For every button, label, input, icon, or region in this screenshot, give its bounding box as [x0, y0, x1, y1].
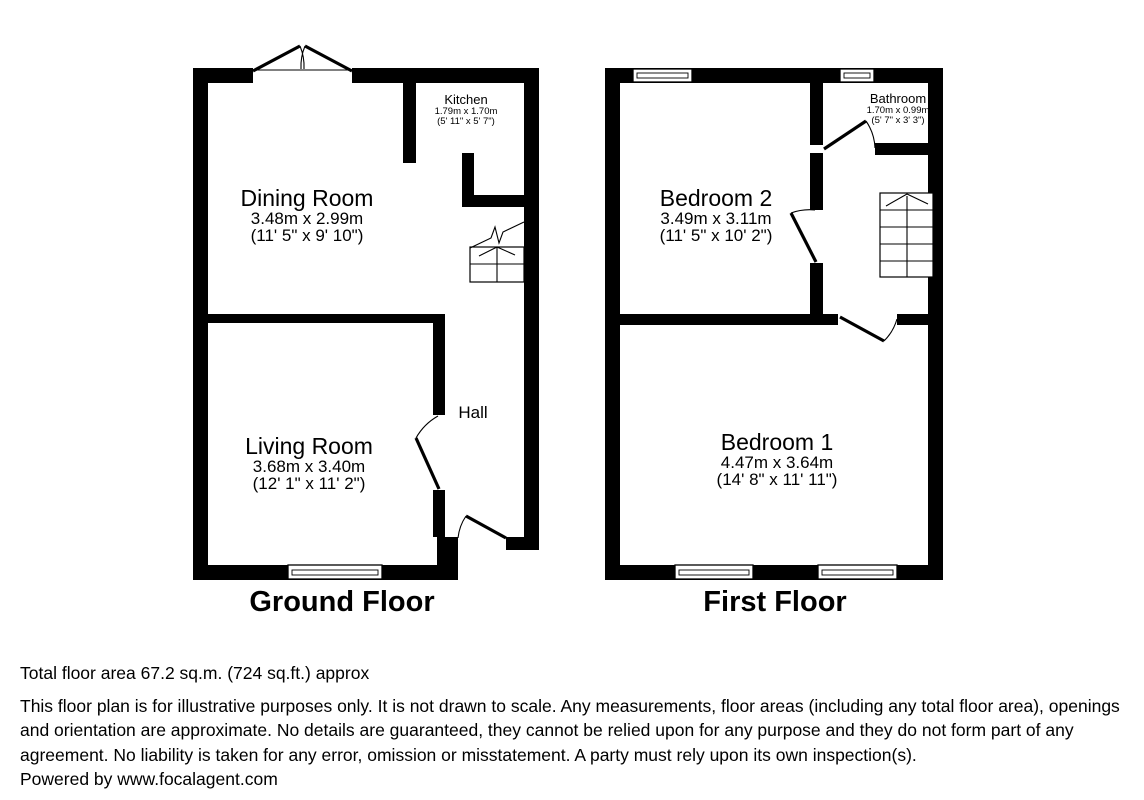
kitchen-label — [435, 93, 498, 127]
door-arc — [458, 516, 466, 538]
window-glass — [637, 73, 688, 78]
room-name: Kitchen — [444, 92, 488, 107]
room-dims-imperial: (11' 5" x 9' 10") — [250, 226, 364, 245]
ff-top-window-1 — [633, 69, 692, 82]
gf-right-wall — [524, 68, 539, 550]
bathroom-label — [867, 92, 930, 126]
gf-top-wall-right — [352, 68, 539, 83]
door-leaf — [466, 516, 506, 538]
gf-living-door — [416, 416, 439, 489]
room-name: Bedroom 2 — [659, 185, 773, 211]
gf-hall-corner-wall — [437, 537, 458, 580]
ff-left-wall — [605, 68, 620, 580]
gf-front-door — [458, 516, 506, 538]
ff-bedroom1-door — [840, 317, 897, 341]
gf-dining-kitchen-wall — [403, 83, 416, 163]
gf-hall-living-wall-upper — [433, 323, 445, 415]
disclaimer-text: This floor plan is for illustrative purposes only. It is not drawn to scale. Any measurements, floor areas (including any total floor area), openings and orientation are approximate. No details are guaranteed, they cannot be relied upon for any purpose and they do not form part of any agreement. No liability is taken for any error, omission or misstatement. A party must rely upon its own inspection(s). — [20, 695, 1120, 765]
ff-wall-notch — [810, 145, 823, 153]
gf-kitchen-wall-bottom — [462, 195, 524, 207]
window-glass — [292, 570, 378, 575]
gf-hall-bottom-wall — [506, 537, 539, 550]
ff-landing-wall-right — [897, 314, 928, 325]
door-leaf — [791, 213, 816, 262]
room-dims-imperial: (12' 1" x 11' 2") — [252, 474, 366, 493]
first-floor-title: First Floor — [703, 586, 847, 618]
hall-label: Hall — [458, 403, 488, 422]
powered-by-text: Powered by www.focalagent.com — [20, 769, 278, 789]
total-floor-area: Total floor area 67.2 sq.m. (724 sq.ft.) approx — [20, 663, 370, 683]
ff-bottom-window-2 — [818, 565, 897, 579]
door-leaf — [253, 46, 300, 71]
window-glass — [679, 570, 749, 575]
ff-landing-wall-left — [620, 314, 838, 325]
window-glass — [844, 73, 870, 78]
door-arc — [791, 210, 815, 213]
room-dims-metric: 4.47m x 3.64m — [720, 453, 834, 472]
gf-dining-living-wall — [193, 314, 445, 323]
gf-hall-living-wall-lower — [433, 490, 445, 537]
room-name: Dining Room — [240, 185, 374, 211]
bedroom2-label — [660, 186, 773, 244]
room-dims-metric: 1.70m x 0.99m — [866, 105, 930, 116]
door-leaf — [840, 317, 884, 341]
footer — [20, 661, 1124, 792]
room-dims-metric: 3.49m x 3.11m — [660, 209, 772, 228]
stairs-break-line — [470, 222, 524, 248]
first-floor-plan — [605, 68, 943, 580]
room-dims-imperial: (11' 5" x 10' 2") — [659, 226, 773, 245]
room-dims-metric: 3.68m x 3.40m — [252, 457, 366, 476]
room-dims-metric: 1.79m x 1.70m — [434, 106, 498, 117]
ff-right-wall — [928, 68, 943, 580]
room-name: Living Room — [245, 433, 373, 459]
room-dims-imperial: (5' 7" x 3' 3") — [871, 115, 925, 126]
room-dims-imperial: (5' 11" x 5' 7") — [437, 116, 495, 127]
door-leaf — [305, 46, 352, 71]
room-name: Bedroom 1 — [720, 429, 834, 455]
room-name: Bathroom — [869, 91, 927, 106]
gf-french-doors — [253, 46, 352, 71]
gf-left-wall — [193, 68, 208, 580]
room-dims-imperial: (14' 8" x 11' 11") — [716, 470, 838, 489]
ff-bottom-window-1 — [675, 565, 753, 579]
ground-floor-title: Ground Floor — [249, 586, 435, 618]
door-arc — [884, 319, 897, 341]
door-arc — [416, 416, 438, 438]
dining-room-label — [241, 186, 374, 244]
ff-bedroom2-door — [791, 210, 816, 262]
room-dims-metric: 3.48m x 2.99m — [250, 209, 364, 228]
living-room-label — [245, 434, 373, 492]
ff-top-window-2 — [840, 69, 874, 82]
window-glass — [822, 570, 893, 575]
gf-top-wall-left — [193, 68, 253, 83]
gf-front-window — [288, 565, 382, 579]
ff-bathroom-wall — [875, 143, 928, 155]
ff-stairs — [880, 193, 933, 277]
door-leaf — [824, 121, 866, 149]
gf-stairs — [470, 222, 524, 282]
door-leaf — [416, 438, 439, 489]
bedroom1-label — [717, 430, 838, 488]
